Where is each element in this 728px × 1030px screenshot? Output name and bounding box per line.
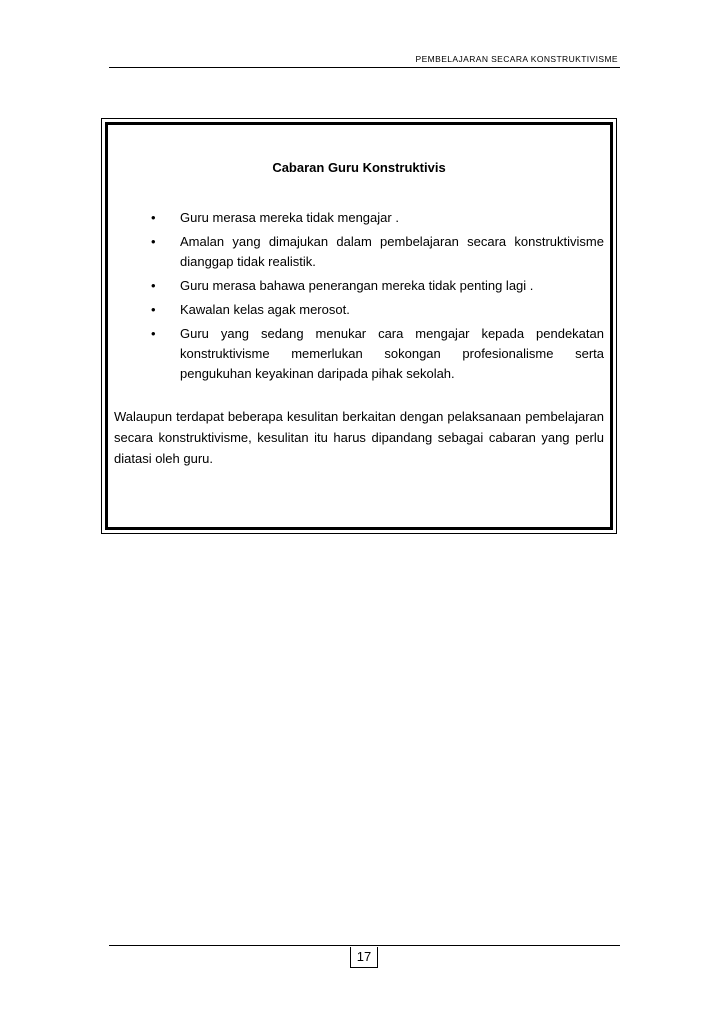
list-item-text: Guru merasa mereka tidak mengajar . — [180, 210, 399, 225]
list-item-text: Amalan yang dimajukan dalam pembelajaran secara konstruktivisme dianggap tidak realistik. — [180, 234, 604, 269]
list-item — [138, 276, 604, 296]
content-box — [101, 118, 617, 534]
closing-paragraph: Walaupun terdapat beberapa kesulitan berkaitan dengan pelaksanaan pembelajaran secara konstruktivisme, kesulitan itu harus dipandang sebagai cabaran yang perlu diatasi oleh guru. — [114, 409, 604, 466]
bullet-list — [138, 208, 604, 388]
list-item-text: Kawalan kelas agak merosot. — [180, 302, 350, 317]
list-item-text: Guru yang sedang menukar cara mengajar kepada pendekatan konstruktivisme memerlukan sokongan profesionalisme serta pengukuhan keyakinan daripada pihak sekolah. — [180, 326, 604, 381]
bullet-icon: • — [151, 234, 156, 249]
list-item — [138, 300, 604, 320]
header-rule — [109, 67, 620, 68]
list-item — [138, 324, 604, 384]
page-number: 17 — [350, 947, 378, 968]
running-header: PEMBELAJARAN SECARA KONSTRUKTIVISME — [415, 54, 618, 64]
bullet-icon: • — [151, 326, 156, 341]
box-title: Cabaran Guru Konstruktivis — [272, 160, 446, 175]
bullet-icon: • — [151, 278, 156, 293]
list-item — [138, 208, 604, 228]
list-item — [138, 232, 604, 272]
bullet-icon: • — [151, 302, 156, 317]
footer-rule — [109, 945, 620, 946]
bullet-icon: • — [151, 210, 156, 225]
content-box-inner-border — [105, 122, 613, 530]
list-item-text: Guru merasa bahawa penerangan mereka tidak penting lagi . — [180, 278, 534, 293]
